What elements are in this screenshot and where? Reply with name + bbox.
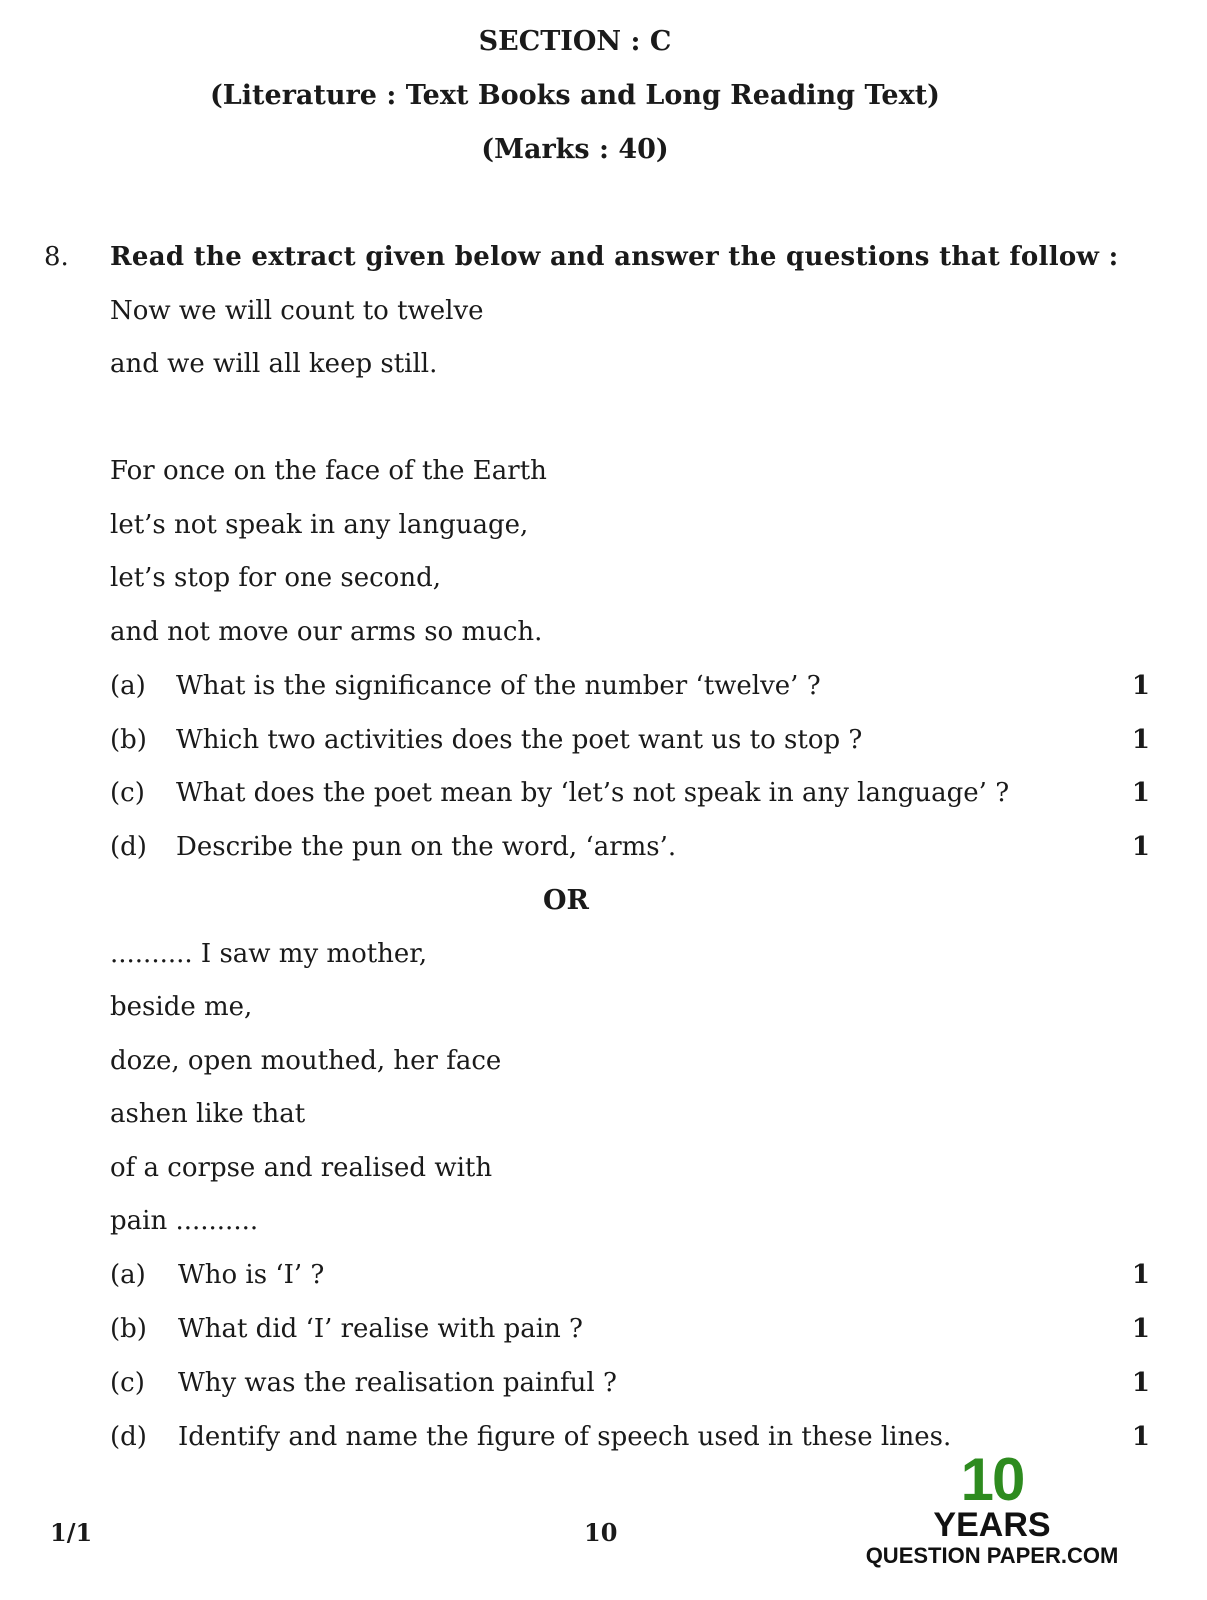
subquestion-text: Which two activities does the poet want us to stop ? xyxy=(176,725,863,755)
subquestion-label: (a) xyxy=(110,671,146,701)
section-marks: (Marks : 40) xyxy=(481,134,669,165)
subquestion-label: (c) xyxy=(110,778,145,808)
subquestion-text: Describe the pun on the word, ‘arms’. xyxy=(176,832,677,862)
poem-line: and we will all keep still. xyxy=(110,349,438,379)
poem-line: beside me, xyxy=(110,992,253,1022)
site-logo xyxy=(862,1446,1122,1592)
marks-value: 1 xyxy=(1131,1422,1150,1452)
or-separator: OR xyxy=(543,885,589,916)
marks-value: 1 xyxy=(1131,1368,1150,1398)
poem-line: doze, open mouthed, her face xyxy=(110,1046,502,1076)
logo-site-name: QUESTION PAPER.COM xyxy=(865,1543,1119,1568)
subquestion-text: Who is ‘I’ ? xyxy=(178,1260,325,1290)
poem-line: pain .......... xyxy=(110,1206,259,1236)
logo-years: YEARS xyxy=(933,1506,1051,1544)
section-subtitle: (Literature : Text Books and Long Reading Text) xyxy=(210,80,940,111)
subquestion-text: Why was the realisation painful ? xyxy=(178,1368,617,1398)
marks-value: 1 xyxy=(1131,671,1150,701)
poem-line: .......... I saw my mother, xyxy=(110,939,428,969)
marks-value: 1 xyxy=(1131,1260,1150,1290)
subquestion-text: What does the poet mean by ‘let’s not speak in any language’ ? xyxy=(176,778,1010,808)
poem-line: and not move our arms so much. xyxy=(110,617,543,647)
subquestion-label: (c) xyxy=(110,1368,145,1398)
logo-number: 10 xyxy=(960,1446,1024,1513)
marks-value: 1 xyxy=(1131,832,1150,862)
poem-line: For once on the face of the Earth xyxy=(110,456,547,486)
marks-value: 1 xyxy=(1131,1314,1150,1344)
subquestion-label: (d) xyxy=(110,1422,147,1452)
subquestion-label: (b) xyxy=(110,1314,147,1344)
marks-value: 1 xyxy=(1131,725,1150,755)
footer-set-code: 1/1 xyxy=(50,1518,93,1547)
subquestion-text: What did ‘I’ realise with pain ? xyxy=(178,1314,583,1344)
poem-line: let’s stop for one second, xyxy=(110,563,441,593)
poem-line: ashen like that xyxy=(110,1099,306,1129)
section-heading: SECTION : C xyxy=(478,26,672,57)
poem-line: of a corpse and realised with xyxy=(110,1153,493,1183)
poem-line: let’s not speak in any language, xyxy=(110,510,529,540)
poem-line: Now we will count to twelve xyxy=(110,296,484,326)
marks-value: 1 xyxy=(1131,778,1150,808)
subquestion-label: (a) xyxy=(110,1260,146,1290)
subquestion-text: Identify and name the figure of speech used in these lines. xyxy=(178,1422,952,1452)
question-number: 8. xyxy=(44,242,69,272)
question-instruction: Read the extract given below and answer the questions that follow : xyxy=(110,242,1119,272)
page-number: 10 xyxy=(584,1518,618,1547)
subquestion-label: (d) xyxy=(110,832,147,862)
subquestion-text: What is the significance of the number ‘twelve’ ? xyxy=(176,671,821,701)
subquestion-label: (b) xyxy=(110,725,147,755)
